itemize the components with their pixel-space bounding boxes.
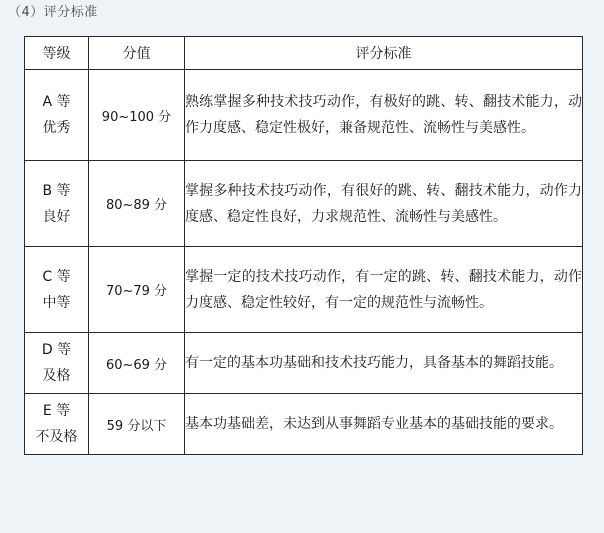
level-code: C 等	[42, 268, 71, 285]
level-cell	[25, 333, 89, 394]
score-cell: 60~69 分	[89, 333, 185, 394]
level-name: 良好	[42, 208, 71, 225]
table-row	[25, 247, 583, 333]
section-heading: （4）评分标准	[8, 5, 98, 20]
grading-table-container	[24, 36, 582, 455]
criteria-cell: 有一定的基本功基础和技术技巧能力，具备基本的舞蹈技能。	[185, 333, 583, 394]
level-name: 优秀	[42, 120, 71, 136]
level-cell	[25, 247, 89, 333]
header-level: 等级	[25, 37, 89, 70]
level-cell	[25, 161, 89, 247]
score-cell: 70~79 分	[89, 247, 185, 333]
criteria-cell: 基本功基础差，未达到从事舞蹈专业基本的基础技能的要求。	[185, 394, 583, 455]
level-cell	[25, 70, 89, 161]
table-row	[25, 161, 583, 247]
grading-table	[24, 36, 583, 455]
score-cell: 90~100 分	[89, 70, 185, 161]
table-row	[25, 394, 583, 455]
level-code: A 等	[42, 94, 71, 110]
level-code: E 等	[42, 403, 71, 419]
table-row	[25, 333, 583, 394]
level-name: 中等	[42, 294, 71, 311]
score-cell: 59 分以下	[89, 394, 185, 455]
header-criteria: 评分标准	[185, 37, 583, 70]
table-header-row	[25, 37, 583, 70]
criteria-cell: 掌握多种技术技巧动作，有很好的跳、转、翻技术能力，动作力度感、稳定性良好，力求规范性、流畅性与美感性。	[185, 161, 583, 247]
criteria-cell: 掌握一定的技术技巧动作，有一定的跳、转、翻技术能力，动作力度感、稳定性较好，有一定的规范性与流畅性。	[185, 247, 583, 333]
table-row	[25, 70, 583, 161]
level-name: 及格	[42, 368, 71, 384]
level-name: 不及格	[35, 429, 78, 445]
score-cell: 80~89 分	[89, 161, 185, 247]
level-code: B 等	[42, 182, 71, 199]
criteria-cell: 熟练掌握多种技术技巧动作，有极好的跳、转、翻技术能力，动作力度感、稳定性极好，兼备规范性、流畅性与美感性。	[185, 70, 583, 161]
header-score: 分值	[89, 37, 185, 70]
level-cell	[25, 394, 89, 455]
level-code: D 等	[41, 342, 72, 358]
